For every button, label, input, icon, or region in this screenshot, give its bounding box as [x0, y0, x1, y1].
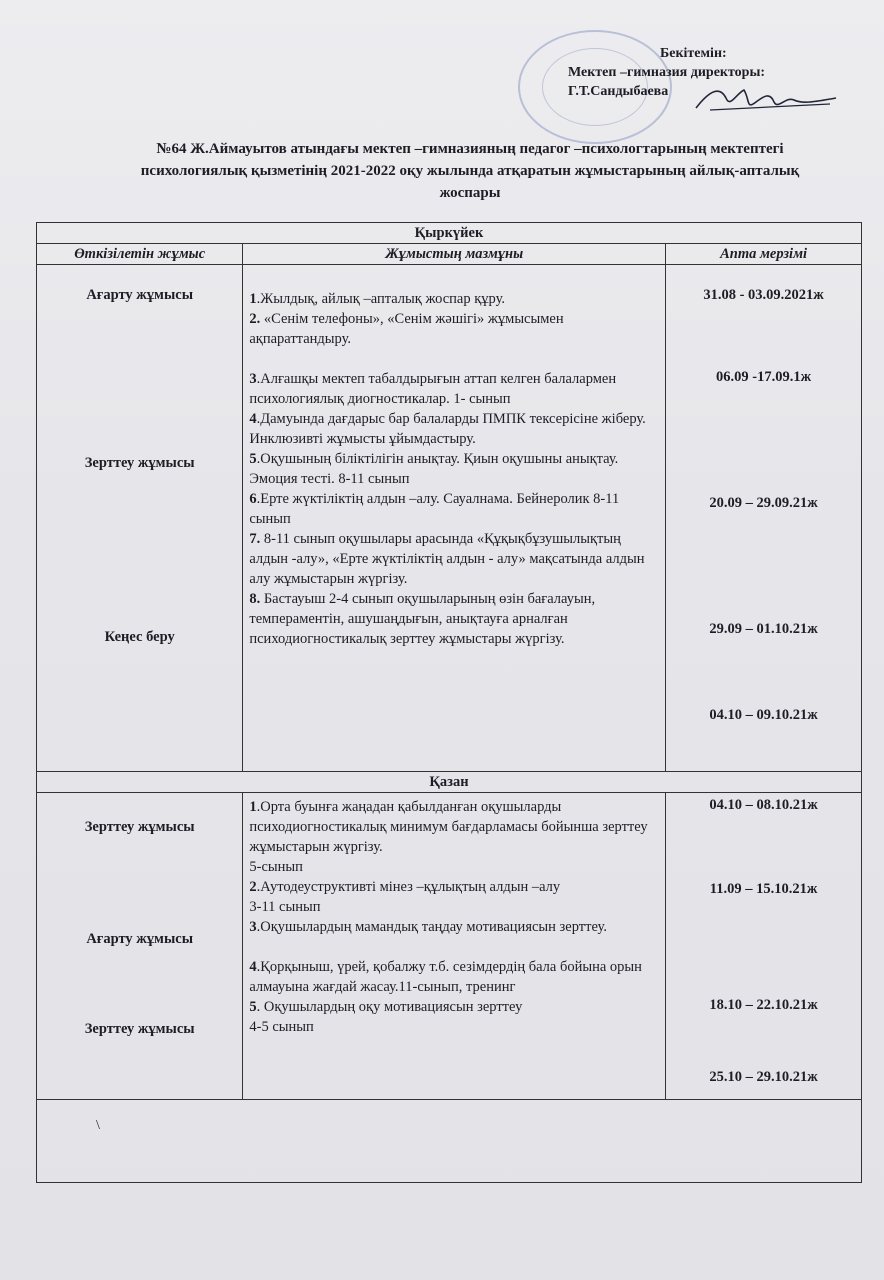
- september-content: [243, 265, 666, 772]
- october-dates: [666, 793, 862, 1100]
- header-activity: Өткізілетін жұмыс: [37, 244, 243, 265]
- list-item: Эмоция тесті. 8-11 сынып: [249, 471, 410, 487]
- approval-line-3: Г.Т.Сандыбаева: [568, 84, 669, 99]
- activity-label: Зерттеу жұмысы: [84, 455, 195, 471]
- list-item: Инклюзивті жұмысты ұйымдастыру.: [249, 431, 476, 447]
- list-item: 8. Бастауыш 2-4 сынып оқушыларының өзін бағалауын, темпераментін, ашушаңдығын, анықтауға арналған психодиогностикалық зерттеу жұмыстары жүргізу.: [249, 591, 596, 647]
- list-item: 5.Оқушының біліктілігін анықтау. Қиын оқушыны анықтау.: [249, 451, 619, 467]
- week-date: 29.09 – 01.10.21ж: [709, 621, 818, 637]
- month-row-october: [37, 772, 862, 793]
- list-item: 7. 8-11 сынып оқушылары арасында «Құқықбұзушылықтың алдын -алу», «Ерте жүктіліктің алдын - алу» мақсатында алдын алу жұмыстарын жүргізу.: [249, 531, 645, 587]
- empty-cell: [37, 1100, 862, 1183]
- week-date: 25.10 – 29.10.21ж: [709, 1069, 818, 1085]
- activity-label: Ағарту жұмысы: [86, 287, 194, 303]
- list-item: 1.Жылдық, айлық –апталық жоспар құру.: [249, 291, 505, 307]
- plan-table: [36, 222, 862, 1183]
- month-row-september: [37, 223, 862, 244]
- document-title: №64 Ж.Аймауытов атындағы мектеп –гимназияның педагог –психологтарының мектептегі психологиялық қызметінің 2021-2022 оқу жылында атқаратын жұмыстарының айлық-апталық жоспары: [140, 141, 800, 201]
- list-item: 5. Оқушылардың оқу мотивациясын зерттеу: [249, 999, 523, 1015]
- pen-mark: \: [96, 1118, 100, 1133]
- month-september: Қыркүйек: [37, 223, 862, 244]
- list-item: 3.Оқушылардың мамандық таңдау мотивациясын зерттеу.: [249, 919, 607, 935]
- activity-label: Зерттеу жұмысы: [84, 1021, 195, 1037]
- activity-label: Зерттеу жұмысы: [84, 819, 195, 835]
- list-item: 3-11 сынып: [249, 899, 321, 915]
- october-body: [37, 793, 862, 1100]
- october-content: [243, 793, 666, 1100]
- september-activities: [37, 265, 243, 772]
- list-item: 2.Аутодеуструктивті мінез –құлықтың алдын –алу: [249, 879, 561, 895]
- week-date: 11.09 – 15.10.21ж: [709, 881, 818, 897]
- list-item: 4.Дамуында дағдарыс бар балаларды ПМПК тексерісіне жіберу.: [249, 411, 646, 427]
- list-item: 3.Алғашқы мектеп табалдырығын аттап келген балалармен психологиялық диогностикалар. 1- сынып: [249, 371, 617, 407]
- director-signature: [690, 84, 840, 118]
- week-date: 31.08 - 03.09.2021ж: [703, 287, 824, 303]
- approval-line-2: Мектеп –гимназия директоры:: [568, 65, 766, 80]
- week-date: 04.10 – 09.10.21ж: [709, 707, 818, 723]
- header-week: Апта мерзімі: [666, 244, 862, 265]
- header-row: [37, 244, 862, 265]
- list-item: 4.Қорқыныш, үрей, қобалжу т.б. сезімдердің бала бойына орын алмауына жағдай жасау.11-сынып, тренинг: [249, 959, 642, 995]
- month-october: Қазан: [37, 772, 862, 793]
- september-dates: [666, 265, 862, 772]
- activity-label: Ағарту жұмысы: [86, 931, 194, 947]
- activity-label: Кеңес беру: [104, 629, 175, 645]
- september-body: [37, 265, 862, 772]
- empty-row: [37, 1100, 862, 1183]
- list-item: 4-5 сынып: [249, 1019, 314, 1035]
- approval-line-1: Бекітемін:: [660, 46, 727, 61]
- list-item: 1.Орта буынға жаңадан қабылданған оқушыларды психодиогностикалық минимум бағдарламасы бойынша зерттеу жұмыстарын жүргізу.: [249, 799, 648, 855]
- list-item: 6.Ерте жүктіліктің алдын –алу. Сауалнама. Бейнеролик 8-11 сынып: [249, 491, 620, 527]
- list-item: 2. «Сенім телефоны», «Сенім жәшігі» жұмысымен ақпараттандыру.: [249, 311, 564, 347]
- week-date: 18.10 – 22.10.21ж: [709, 997, 818, 1013]
- week-date: 06.09 -17.09.1ж: [716, 369, 812, 385]
- week-date: 04.10 – 08.10.21ж: [709, 797, 818, 813]
- list-item: 5-сынып: [249, 859, 303, 875]
- week-date: 20.09 – 29.09.21ж: [709, 495, 818, 511]
- header-content: Жұмыстың мазмұны: [243, 244, 666, 265]
- october-activities: [37, 793, 243, 1100]
